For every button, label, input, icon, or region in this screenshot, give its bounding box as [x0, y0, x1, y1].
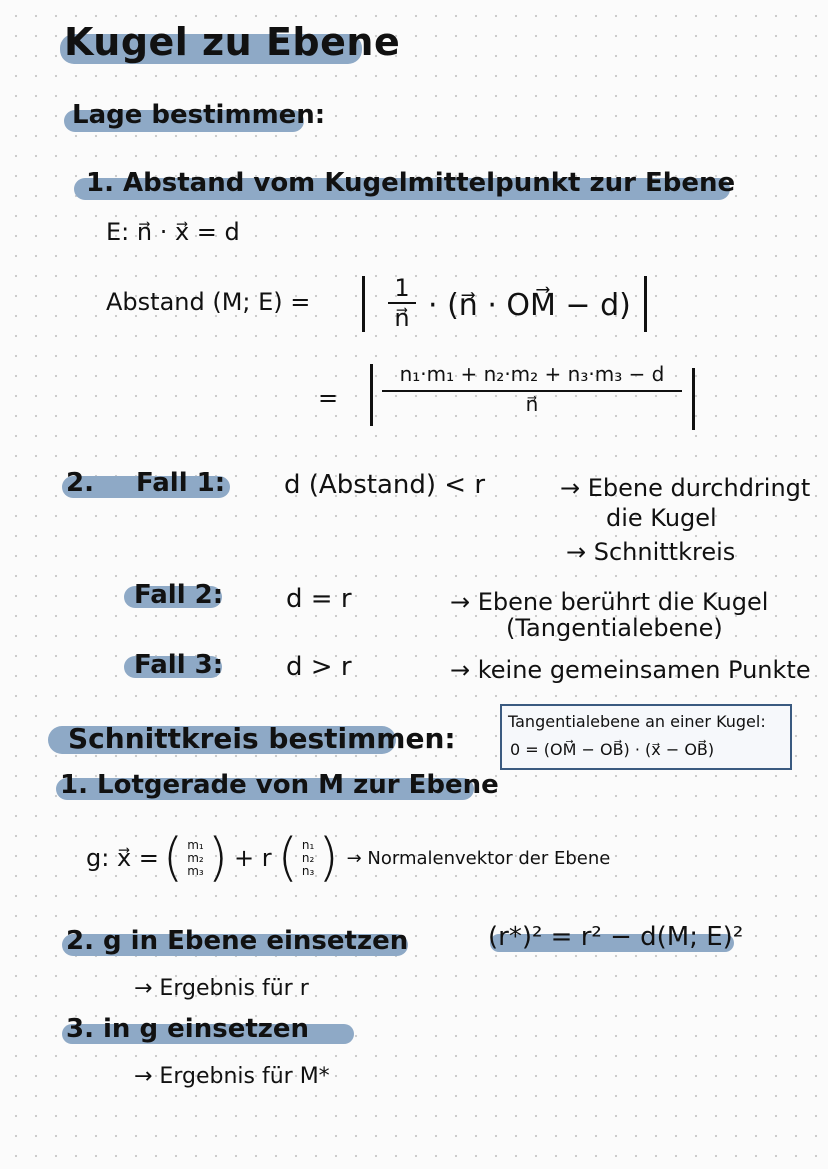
fall1-result-line1: → Ebene durchdringt: [560, 474, 811, 502]
paren-close-n: ): [318, 828, 339, 888]
paren-close-m: ): [207, 828, 228, 888]
plus-r: + r: [233, 844, 272, 872]
abs-bar-right-2: [692, 368, 695, 430]
fall2-condition: d = r: [286, 584, 352, 614]
vector-m: [187, 839, 204, 878]
vector-n-1: n₁: [301, 837, 315, 852]
page-title: Kugel zu Ebene: [64, 20, 401, 64]
vector-n: [302, 839, 314, 878]
abs-bar-right-1: [644, 276, 647, 332]
vector-m-3: m₃: [187, 863, 204, 878]
lage-heading: Lage bestimmen:: [72, 100, 326, 130]
sk-step1: 1. Lotgerade von M zur Ebene: [60, 770, 499, 800]
fall3-condition: d > r: [286, 652, 352, 682]
sk-step3-result: → Ergebnis für M*: [134, 1064, 330, 1089]
plane-equation: E: n⃗ · x⃗ = d: [106, 218, 240, 246]
sk-step3: 3. in g einsetzen: [66, 1014, 310, 1044]
formula-1-rest: · (n⃗ · OM⃗ − d): [428, 288, 631, 323]
tangent-plane-box: [500, 704, 792, 770]
fraction-1-numerator: 1: [394, 274, 410, 302]
fall2-result-line1: → Ebene berührt die Kugel: [450, 588, 769, 616]
tangent-box-line1: Tangentialebene an einer Kugel:: [508, 712, 766, 731]
fraction-2-numerator: n₁·m₁ + n₂·m₂ + n₃·m₃ − d: [399, 362, 665, 386]
schnittkreis-heading: Schnittkreis bestimmen:: [68, 722, 456, 755]
step1-heading: 1. Abstand vom Kugelmittelpunkt zur Ebene: [86, 168, 736, 198]
step2-number: 2.: [66, 468, 94, 498]
vector-n-3: n₃: [301, 863, 315, 878]
lotgerade-equation: [86, 828, 611, 888]
normal-vector-note: → Normalenvektor der Ebene: [346, 847, 611, 869]
fall3-label: Fall 3:: [134, 650, 224, 680]
abs-bar-left-2: [370, 364, 373, 426]
paren-open-n: (: [277, 828, 298, 888]
vector-m-1: m₁: [187, 837, 204, 852]
vector-n-2: n₂: [301, 850, 315, 865]
radius-formula: (r*)² = r² − d(M; E)²: [488, 922, 744, 952]
fraction-1-denominator: n⃗: [394, 304, 410, 332]
sk-step2: 2. g in Ebene einsetzen: [66, 926, 409, 956]
fall1-result2: → Schnittkreis: [566, 538, 736, 566]
fall2-result-line2: (Tangentialebene): [506, 614, 723, 642]
fall1-condition: d (Abstand) < r: [284, 470, 486, 500]
tangent-box-line2: 0 = (OM⃗ − OB⃗) · (x⃗ − OB⃗): [510, 740, 715, 759]
paren-open-m: (: [162, 828, 184, 888]
abstand-label: Abstand (M; E) =: [106, 288, 311, 316]
fall1-result-line2: die Kugel: [606, 504, 717, 532]
vector-m-2: m₂: [187, 850, 204, 865]
sk-step2-result: → Ergebnis für r: [134, 976, 309, 1001]
g-label: g: x⃗ =: [86, 844, 159, 872]
fraction-2-denominator: n⃗: [525, 392, 539, 416]
fraction-1: [386, 274, 418, 332]
fraction-2: [380, 362, 684, 416]
fall1-label: Fall 1:: [136, 468, 226, 498]
fall2-label: Fall 2:: [134, 580, 224, 610]
equals-sign: =: [318, 384, 339, 412]
abs-bar-left-1: [362, 276, 365, 332]
fall3-result: → keine gemeinsamen Punkte: [450, 656, 811, 684]
